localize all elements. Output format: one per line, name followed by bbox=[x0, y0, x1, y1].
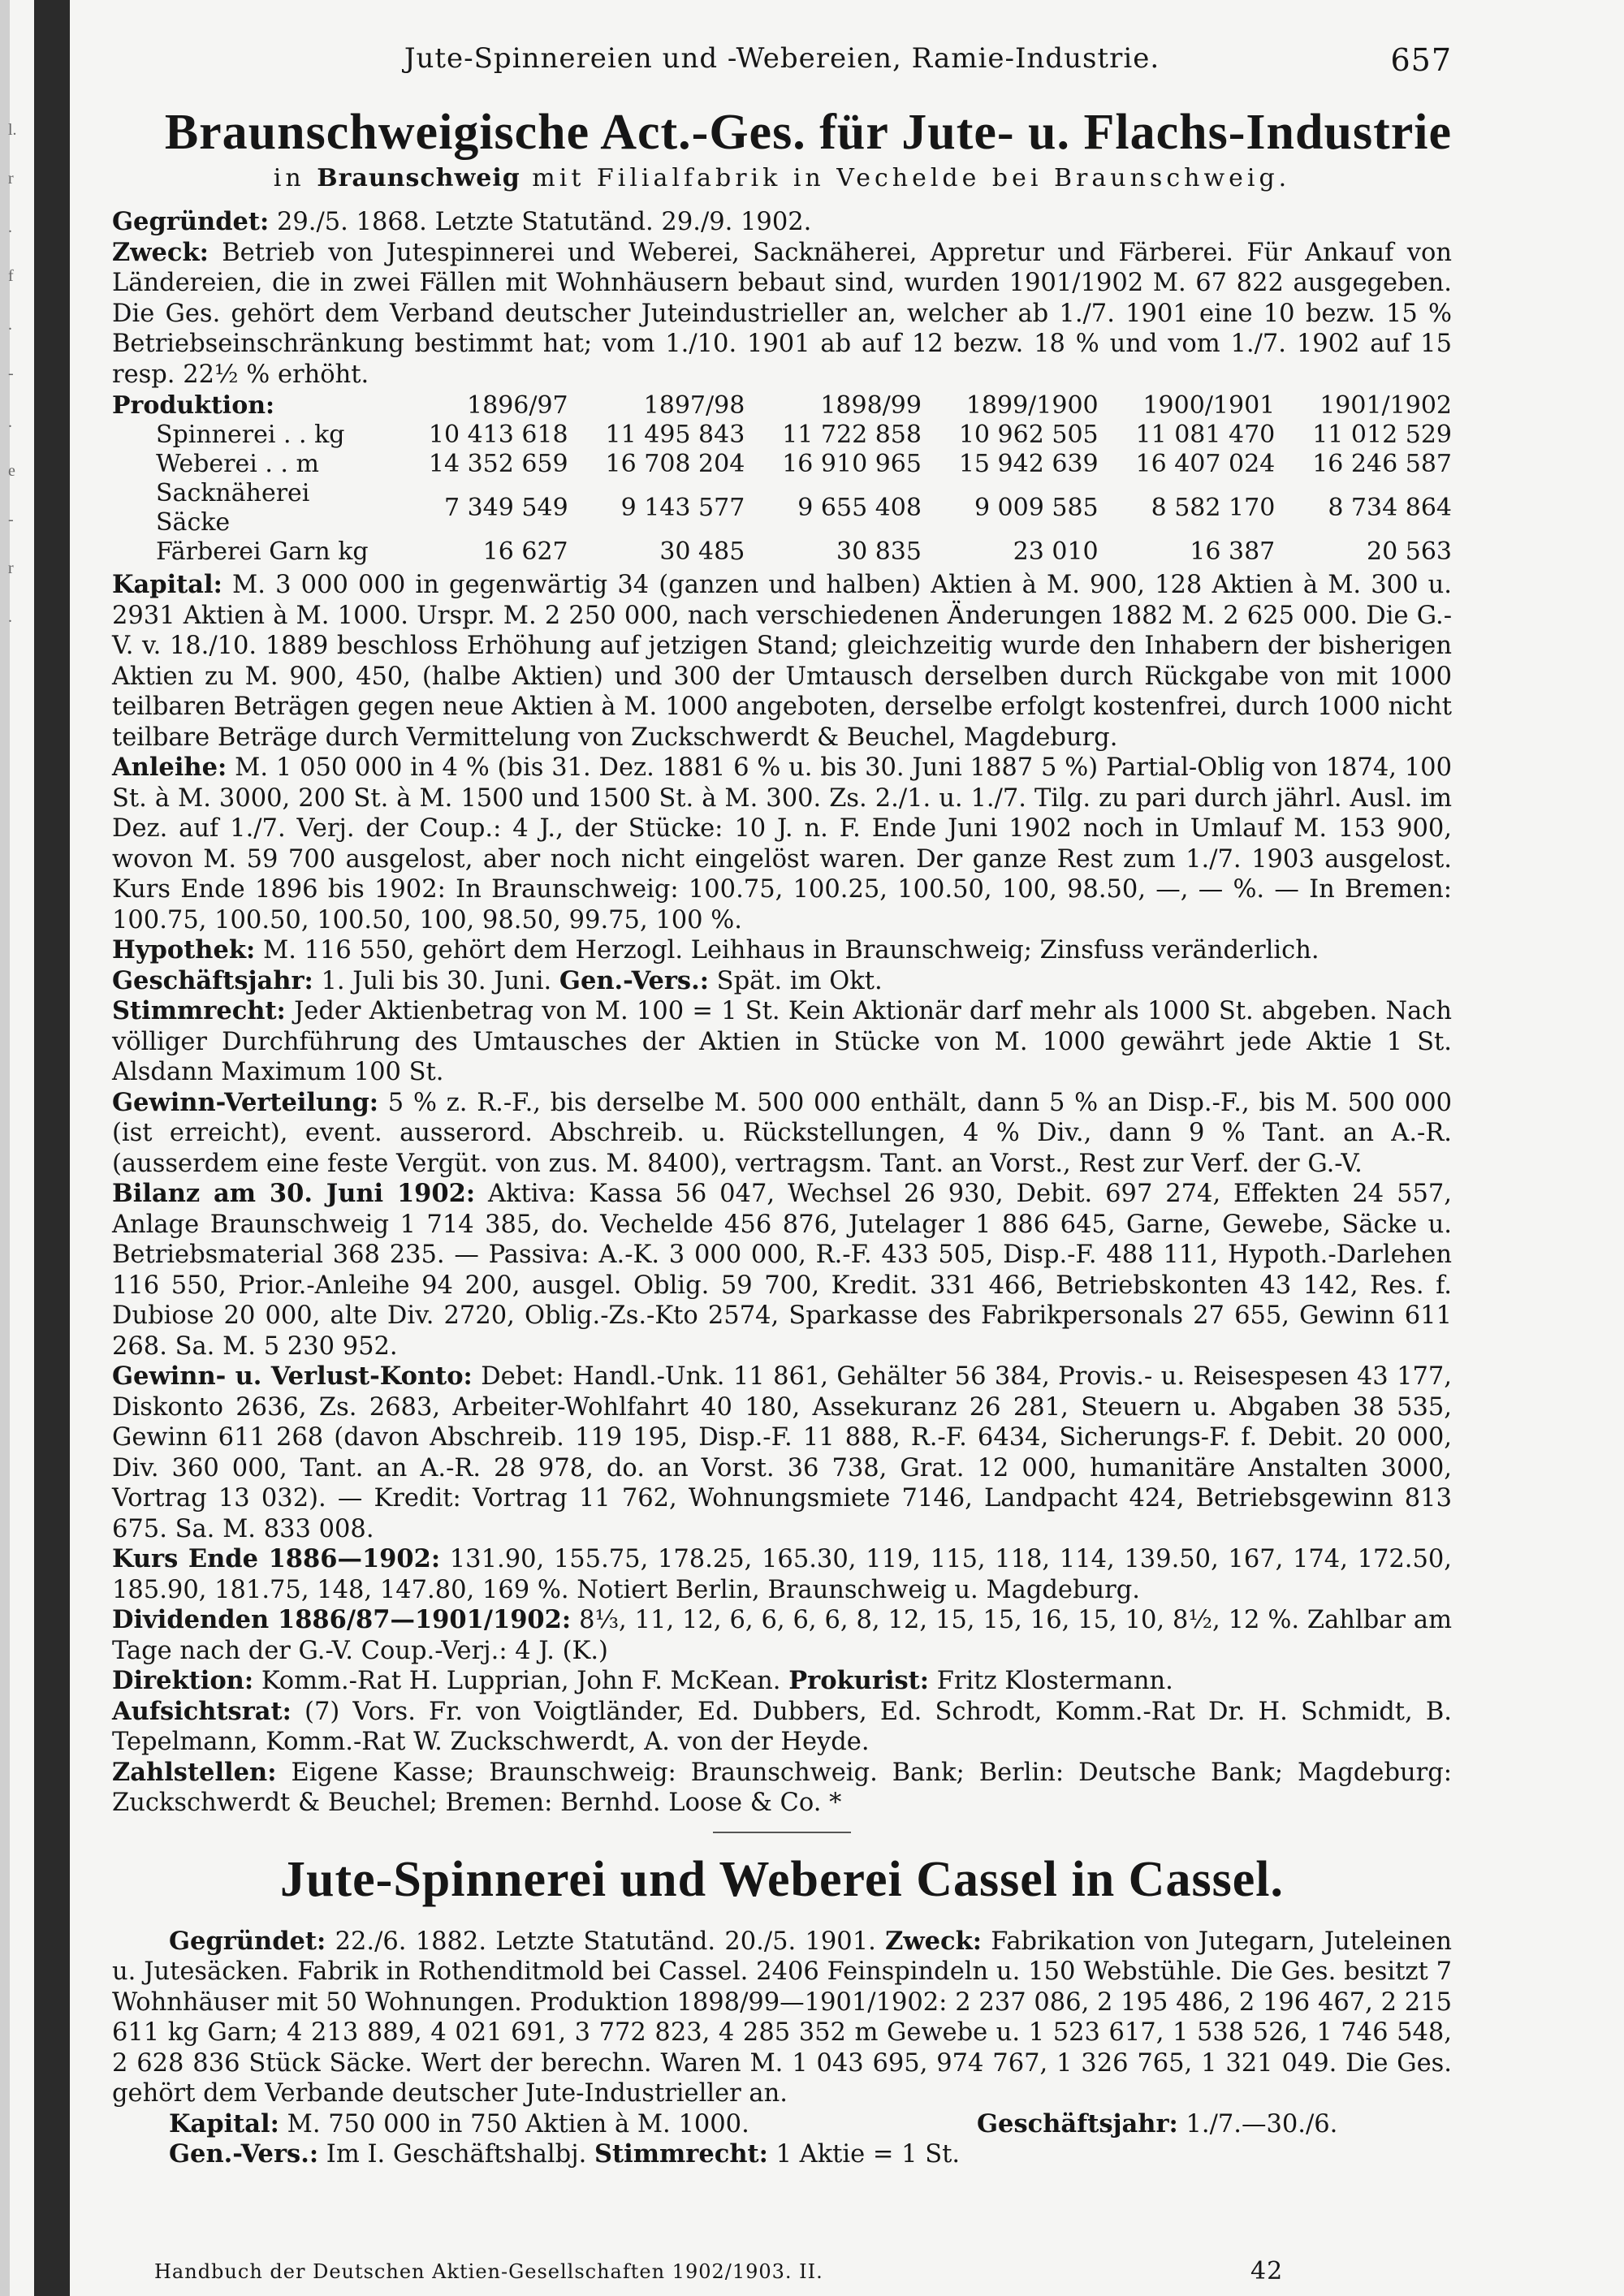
geschaeftsjahr-2 bbox=[977, 2109, 1337, 2140]
entry-zweck bbox=[112, 238, 1452, 391]
entry-aufsichtsrat bbox=[112, 1697, 1452, 1758]
label-kurs: Kurs Ende 1886—1902: bbox=[112, 1544, 441, 1573]
edge-mark: - bbox=[8, 365, 14, 382]
label-gegruendet: Gegründet: bbox=[112, 207, 270, 236]
table-cell: 9 655 408 bbox=[797, 494, 922, 522]
page-number: 657 bbox=[1390, 42, 1452, 78]
edge-mark: r bbox=[8, 170, 14, 188]
label-kapital: Kapital: bbox=[112, 570, 222, 599]
label-gegruendet-2: Gegründet: bbox=[169, 1926, 326, 1956]
entry-stimmrecht bbox=[112, 996, 1452, 1088]
text-aufsichtsrat: (7) Vors. Fr. von Voigtländer, Ed. Dubbers, Ed. Schrodt, Komm.-Rat Dr. H. Schmidt, B. Tepelmann, Komm.-Rat W. Zuckschwerdt, A. von der Heyde. bbox=[112, 1697, 1452, 1756]
running-head bbox=[112, 42, 1452, 88]
edge-mark: . bbox=[8, 413, 12, 431]
label-zahlstellen: Zahlstellen: bbox=[112, 1757, 277, 1787]
text-geschaeftsjahr-2: 1./7.—30./6. bbox=[1186, 2109, 1338, 2138]
table-cell: 11 012 529 bbox=[1312, 421, 1452, 449]
running-head-title: Jute-Spinnereien und -Webereien, Ramie-Industrie. bbox=[404, 42, 1160, 75]
table-cell: 8 582 170 bbox=[1151, 494, 1276, 522]
text-bilanz: Aktiva: Kassa 56 047, Wechsel 26 930, Debit. 697 274, Effekten 24 557, Anlage Braunschweig 1 714 385, do. Vechelde 456 876, Jutelager 1 886 645, Garne, Gewebe, Säcke u. Betriebsmaterial 368 235. — Passiva: A.-K. 3 000 000, R.-F. 433 505, Disp.-F. 488 111, Hypoth.-Darlehen 116 550, Prior.-Anleihe 94 200, ausgel. Oblig. 59 700, Kredit. 331 466, Betriebskonten 43 142, Res. f. Dubiose 20 000, alte Div. 2720, Oblig.-Zs.-Kto 2574, Sparkasse des Fabrikpersonals 27 655, Gewinn 611 268. Sa. M. 5 230 952. bbox=[112, 1180, 1452, 1361]
row-label: Sacknäherei Säcke bbox=[156, 479, 310, 537]
table-cell: 10 413 618 bbox=[428, 421, 568, 449]
text-genvers: Spät. im Okt. bbox=[716, 966, 883, 995]
binding-shadow bbox=[34, 0, 70, 2296]
table-cell: 23 010 bbox=[1013, 537, 1099, 566]
label-genvers: Gen.-Vers.: bbox=[559, 965, 709, 995]
company-1-title: Braunschweigische Act.-Ges. für Jute- u. Flachs-Industrie bbox=[164, 105, 1452, 160]
text-hypothek: M. 116 550, gehört dem Herzogl. Leihhaus in Braunschweig; Zinsfuss veränderlich. bbox=[262, 936, 1320, 965]
section-divider bbox=[713, 1832, 851, 1833]
text-zahlstellen: Eigene Kasse; Braunschweig: Braunschweig. Bank; Berlin: Deutsche Bank; Magdeburg: Zuckschwerdt & Beuchel; Bremen: Bernhd. Loose & Co. * bbox=[112, 1758, 1453, 1817]
label-anleihe: Anleihe: bbox=[112, 753, 227, 782]
entry-anleihe bbox=[112, 753, 1452, 935]
text-stimmrecht: Jeder Aktienbetrag von M. 100 = 1 St. Kein Aktionär darf mehr als 1000 St. abgeben. Nach völliger Durchführung des Umtausches der Aktien in Stücke von M. 1000 gewährt jede Aktie 1 St. Alsdann Maximum 100 St. bbox=[112, 997, 1452, 1086]
edge-mark: r bbox=[8, 559, 14, 577]
table-row bbox=[112, 450, 1452, 479]
table-cell: 16 387 bbox=[1190, 537, 1276, 566]
table-row bbox=[112, 421, 1452, 450]
label-zweck-2: Zweck: bbox=[885, 1926, 982, 1956]
table-cell: 7 349 549 bbox=[443, 494, 568, 522]
entry-bilanz bbox=[112, 1179, 1452, 1362]
table-cell: 16 407 024 bbox=[1135, 450, 1276, 478]
table-cell: 9 143 577 bbox=[620, 494, 745, 522]
text-zweck-2: Fabrikation von Jutegarn, Juteleinen u. Jutesäcken. Fabrik in Rothenditmold bei Cassel. 2406 Feinspindeln u. 150 Webstühle. Die Ges. besitzt 7 Wohnhäuser mit 50 Wohnungen. Produktion 1898/99—1901/1902: 2 237 086, 2 195 486, 2 196 467, 2 215 611 kg Garn; 4 213 889, 4 021 691, 3 772 823, 4 285 352 m Gewebe u. 1 523 617, 1 538 526, 1 746 548, 2 628 836 Stück Säcke. Wert der berechn. Waren M. 1 043 695, 974 767, 1 326 765, 1 321 049. Die Ges. gehört dem Verbande deutscher Jute-Industrieller an. bbox=[112, 1927, 1452, 2108]
text-direktion: Komm.-Rat H. Lupprian, John F. McKean. bbox=[261, 1667, 781, 1695]
company-1-subtitle bbox=[112, 164, 1452, 192]
entry-2-main bbox=[112, 1927, 1452, 2109]
table-cell: 11 495 843 bbox=[605, 421, 745, 449]
table-row bbox=[112, 479, 1452, 537]
label-bilanz: Bilanz am 30. Juni 1902: bbox=[112, 1179, 476, 1208]
label-stimmrecht: Stimmrecht: bbox=[112, 996, 286, 1025]
table-cell: 30 485 bbox=[659, 537, 745, 566]
label-dividenden: Dividenden 1886/87—1901/1902: bbox=[112, 1605, 572, 1634]
company-2-title: Jute-Spinnerei und Weberei Cassel in Cassel. bbox=[280, 1851, 1284, 1907]
entry-kapital bbox=[112, 570, 1452, 753]
label-hypothek: Hypothek: bbox=[112, 935, 256, 965]
page-footer bbox=[154, 2257, 1291, 2285]
label-aufsichtsrat: Aufsichtsrat: bbox=[112, 1696, 292, 1726]
table-cell: 16 708 204 bbox=[605, 450, 745, 478]
entry-zahlstellen bbox=[112, 1758, 1452, 1819]
row-label: Spinnerei . . kg bbox=[156, 421, 345, 449]
production-header-row bbox=[112, 391, 1452, 421]
entry-2-kapital bbox=[112, 2109, 1452, 2140]
edge-mark: l. bbox=[8, 121, 17, 139]
year-header: 1898/99 bbox=[820, 391, 922, 420]
subtitle-place: Braunschweig bbox=[317, 164, 520, 192]
entry-gewinnverteilung bbox=[112, 1088, 1452, 1180]
document-page bbox=[112, 42, 1452, 2170]
text-kurs: 131.90, 155.75, 178.25, 165.30, 119, 115, 118, 114, 139.50, 167, 174, 172.50, 185.90, 181.75, 148, 147.80, 169 %. Notiert Berlin, Braunschweig u. Magdeburg. bbox=[112, 1545, 1452, 1604]
entry-geschaeftsjahr bbox=[112, 966, 1452, 997]
year-header: 1897/98 bbox=[643, 391, 745, 420]
edge-mark: e bbox=[8, 462, 15, 480]
entry-gewinn-verlust bbox=[112, 1362, 1452, 1544]
text-kapital-2: M. 750 000 in 750 Aktien à M. 1000. bbox=[287, 2109, 749, 2138]
entry-hypothek bbox=[112, 935, 1452, 966]
edge-mark: . bbox=[8, 218, 12, 236]
table-cell: 16 910 965 bbox=[782, 450, 922, 478]
edge-mark: f bbox=[8, 267, 14, 285]
table-cell: 16 627 bbox=[482, 537, 568, 566]
text-gegruendet-2: 22./6. 1882. Letzte Statutänd. 20./5. 1901. bbox=[335, 1927, 876, 1956]
label-zweck: Zweck: bbox=[112, 237, 209, 267]
entry-2-genvers bbox=[112, 2139, 1452, 2170]
production-label: Produktion: bbox=[112, 391, 275, 420]
text-stimmrecht-2: 1 Aktie = 1 St. bbox=[775, 2140, 961, 2169]
label-stimmrecht-2: Stimmrecht: bbox=[594, 2139, 768, 2169]
table-row bbox=[112, 537, 1452, 567]
text-anleihe: M. 1 050 000 in 4 % (bis 31. Dez. 1881 6 % u. bis 30. Juni 1887 5 %) Partial-Oblig von 1874, 100 St. à M. 3000, 200 St. à M. 1500 und 1500 St. à M. 300. Zs. 2./1. u. 1./7. Tilg. zu pari durch jährl. Ausl. im Dez. auf 1./7. Verj. der Coup.: 4 J., der Stücke: 10 J. n. F. Ende Juni 1902 noch in Umlauf M. 153 900, wovon M. 59 700 ausgelost, aber noch nicht eingelöst waren. Der ganze Rest zum 1./7. 1903 ausgelost. Kurs Ende 1896 bis 1902: In Braunschweig: 100.75, 100.25, 100.50, 100, 98.50, —, — %. — In Bremen: 100.75, 100.50, 100.50, 100, 98.50, 99.75, 100 %. bbox=[112, 753, 1452, 934]
footer-text: Handbuch der Deutschen Aktien-Gesellschaften 1902/1903. II. bbox=[154, 2260, 823, 2283]
row-label: Färberei Garn kg bbox=[156, 537, 369, 566]
year-header: 1899/1900 bbox=[965, 391, 1099, 420]
text-gewinnverteilung: 5 % z. R.-F., bis derselbe M. 500 000 enthält, dann 5 % an Disp.-F., bis M. 500 000 (ist erreicht), event. ausserord. Abschreib. u. Rückstellungen, 4 % Div., dann 9 % Tant. an A.-R. (ausserdem eine feste Vergüt. von zus. M. 8400), vertragsm. Tant. an Vorst., Rest zur Verf. der G.-V. bbox=[112, 1088, 1452, 1178]
table-cell: 16 246 587 bbox=[1312, 450, 1452, 478]
table-cell: 20 563 bbox=[1367, 537, 1452, 566]
year-header: 1896/97 bbox=[467, 391, 568, 420]
text-zweck: Betrieb von Jutespinnerei und Weberei, Sacknäherei, Appretur und Färberei. Für Ankauf von Ländereien, die in zwei Fällen mit Wohnhäusern bebaut sind, wurden 1901/1902 M. 67 822 ausgegeben. Die Ges. gehört dem Verband deutscher Juteindustrieller an, welcher ab 1./7. 1901 eine 10 bezw. 15 % Betriebseinschränkung bestimmt hat; vom 1./10. 1901 ab auf 12 bezw. 18 % und vom 1./7. 1902 auf 15 resp. 22½ % erhöht. bbox=[112, 238, 1452, 389]
row-label: Weberei . . m bbox=[156, 450, 319, 478]
text-genvers-2: Im I. Geschäftshalbj. bbox=[326, 2140, 587, 2169]
text-geschaeftsjahr: 1. Juli bis 30. Juni. bbox=[321, 966, 552, 995]
table-cell: 11 722 858 bbox=[782, 421, 922, 449]
text-dividenden: 8⅓, 11, 12, 6, 6, 6, 6, 8, 12, 15, 15, 16, 15, 10, 8½, 12 %. Zahlbar am Tage nach der G.-V. Coup.-Verj.: 4 J. (K.) bbox=[112, 1606, 1453, 1665]
entry-direktion bbox=[112, 1666, 1452, 1697]
text-kapital: M. 3 000 000 in gegenwärtig 34 (ganzen und halben) Aktien à M. 900, 128 Aktien à M. 300 u. 2931 Aktien à M. 1000. Urspr. M. 2 250 000, nach verschiedenen Änderungen 1882 M. 2 625 000. Die G.-V. v. 18./10. 1889 beschloss Erhöhung auf jetzigen Stand; gleichzeitig wurde den Inhabern der bisherigen Aktien zu M. 900, 450, (halbe Aktien) und 300 der Umtausch derselben durch Rückgabe von mit 1000 teilbaren Beträgen gegen neue Aktien à M. 1000 angeboten, derselbe erfolgt kostenfrei, durch 1000 nicht teilbare Beträge durch Vermittelung von Zuckschwerdt & Beuchel, Magdeburg. bbox=[112, 571, 1452, 752]
sheet-signature: 42 bbox=[1250, 2257, 1284, 2285]
label-gewinn-verlust: Gewinn- u. Verlust-Konto: bbox=[112, 1362, 473, 1391]
label-geschaeftsjahr-2: Geschäftsjahr: bbox=[977, 2108, 1178, 2138]
table-cell: 10 962 505 bbox=[958, 421, 1099, 449]
entry-gegruendet bbox=[112, 207, 1452, 238]
text-prokurist: Fritz Klostermann. bbox=[936, 1667, 1173, 1695]
table-cell: 15 942 639 bbox=[958, 450, 1099, 478]
year-header: 1901/1902 bbox=[1320, 391, 1452, 420]
table-cell: 30 835 bbox=[836, 537, 922, 566]
entry-kurs bbox=[112, 1544, 1452, 1605]
label-gewinnverteilung: Gewinn-Verteilung: bbox=[112, 1087, 379, 1117]
label-genvers-2: Gen.-Vers.: bbox=[169, 2139, 319, 2169]
entry-dividenden bbox=[112, 1605, 1452, 1666]
text-gegruendet: 29./5. 1868. Letzte Statutänd. 29./9. 1902. bbox=[276, 208, 812, 236]
edge-mark: . bbox=[8, 316, 12, 334]
subtitle-prefix: in bbox=[273, 164, 305, 192]
table-cell: 11 081 470 bbox=[1135, 421, 1276, 449]
adjacent-page-fragments bbox=[8, 106, 29, 641]
label-kapital-2: Kapital: bbox=[169, 2108, 279, 2138]
label-geschaeftsjahr: Geschäftsjahr: bbox=[112, 965, 313, 995]
text-gewinn-verlust: Debet: Handl.-Unk. 11 861, Gehälter 56 384, Provis.- u. Reisespesen 43 177, Diskonto 2636, Zs. 2683, Arbeiter-Wohlfahrt 40 180, Assekuranz 26 281, Steuern u. Abgaben 38 535, Gewinn 611 268 (davon Abschreib. 119 195, Disp.-F. 11 888, R.-F. 6434, Sicherungs-F. f. Debit. 20 000, Div. 360 000, Tant. an A.-R. 28 978, do. an Vorst. 36 738, Grat. 12 000, humanitäre Anstalten 3000, Vortrag 13 032). — Kredit: Vortrag 11 762, Wohnungsmiete 7146, Landpacht 424, Betriebsgewinn 813 675. Sa. M. 833 008. bbox=[112, 1362, 1452, 1543]
subtitle-rest: mit Filialfabrik in Vechelde bei Braunschweig. bbox=[532, 164, 1291, 192]
edge-mark: . bbox=[8, 608, 12, 626]
table-cell: 14 352 659 bbox=[428, 450, 568, 478]
year-header: 1900/1901 bbox=[1142, 391, 1276, 420]
table-cell: 9 009 585 bbox=[974, 494, 1099, 522]
label-direktion: Direktion: bbox=[112, 1666, 254, 1695]
production-table bbox=[112, 391, 1452, 567]
edge-mark: - bbox=[8, 511, 14, 529]
label-prokurist: Prokurist: bbox=[788, 1666, 930, 1695]
table-cell: 8 734 864 bbox=[1328, 494, 1452, 522]
